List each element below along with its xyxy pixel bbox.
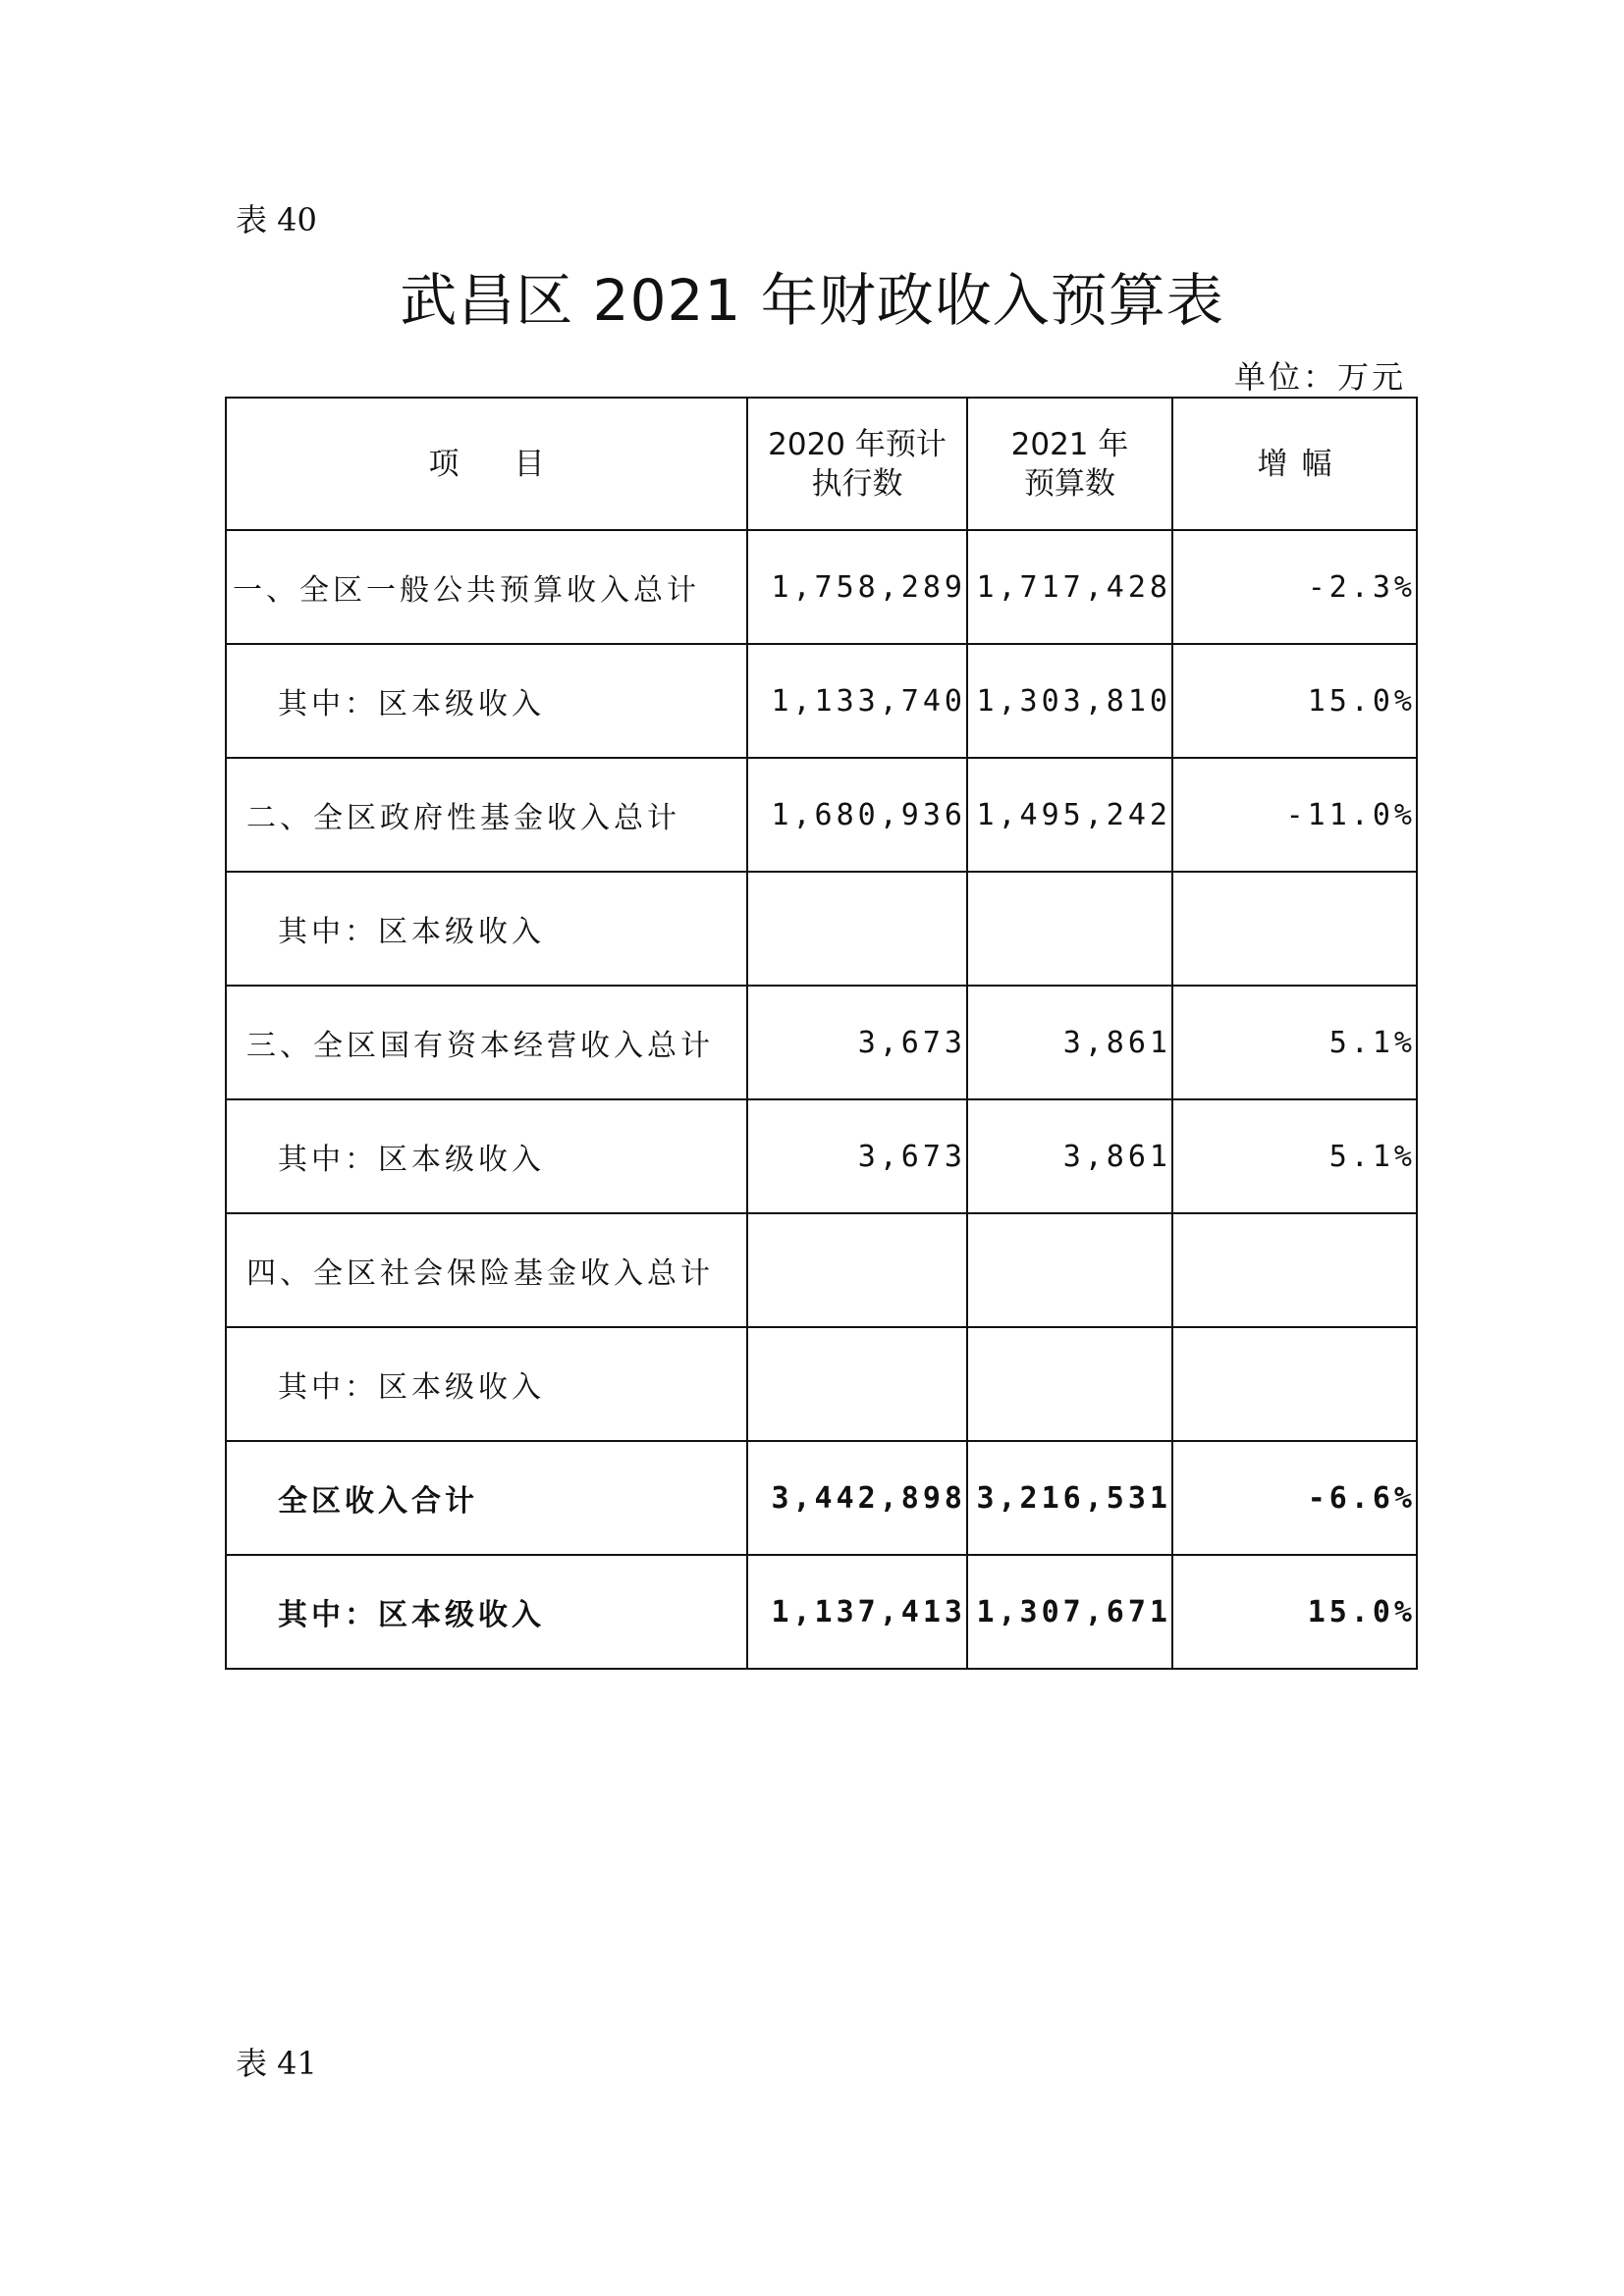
row-2021-value: 3,861 — [967, 1099, 1172, 1213]
row-2020-value: 1,680,936 — [747, 758, 967, 872]
row-growth — [1172, 1213, 1417, 1327]
row-name: 一、全区一般公共预算收入总计 — [226, 530, 747, 644]
row-2021-value: 3,216,531 — [967, 1441, 1172, 1555]
table-row — [226, 758, 1417, 872]
row-name: 全区收入合计 — [226, 1441, 747, 1555]
row-growth — [1172, 872, 1417, 986]
row-2021-value — [967, 872, 1172, 986]
row-growth: -6.6% — [1172, 1441, 1417, 1555]
row-growth: -2.3% — [1172, 530, 1417, 644]
row-growth: 5.1% — [1172, 986, 1417, 1099]
table-row — [226, 644, 1417, 758]
table-row — [226, 1099, 1417, 1213]
row-2020-value: 1,758,289 — [747, 530, 967, 644]
table-header-row — [226, 398, 1417, 530]
row-2020-value — [747, 872, 967, 986]
row-2021-value — [967, 1213, 1172, 1327]
table-row — [226, 1327, 1417, 1441]
row-growth: 15.0% — [1172, 644, 1417, 758]
row-name: 二、全区政府性基金收入总计 — [226, 758, 747, 872]
row-name: 四、全区社会保险基金收入总计 — [226, 1213, 747, 1327]
document-title: 武昌区 2021 年财政收入预算表 — [400, 267, 1224, 334]
row-growth: -11.0% — [1172, 758, 1417, 872]
header-2021-line1: 2021 年 — [1010, 426, 1129, 462]
row-2021-value: 1,303,810 — [967, 644, 1172, 758]
header-2020-line1: 2020 年预计 — [768, 426, 947, 462]
row-2021-value: 1,717,428 — [967, 530, 1172, 644]
header-item: 项目 — [226, 398, 747, 530]
row-2020-value — [747, 1213, 967, 1327]
header-2021-line2: 预算数 — [1024, 465, 1115, 502]
row-2020-value — [747, 1327, 967, 1441]
row-2021-value: 3,861 — [967, 986, 1172, 1099]
table-row-total — [226, 1441, 1417, 1555]
row-name: 其中：区本级收入 — [226, 1327, 747, 1441]
row-name: 其中：区本级收入 — [226, 644, 747, 758]
row-2020-value: 3,442,898 — [747, 1441, 967, 1555]
table-row-total-district — [226, 1555, 1417, 1669]
revenue-budget-table — [225, 397, 1418, 1670]
row-2020-value: 1,133,740 — [747, 644, 967, 758]
header-2021-budget — [967, 398, 1172, 530]
row-2020-value: 1,137,413 — [747, 1555, 967, 1669]
row-2021-value — [967, 1327, 1172, 1441]
row-name: 其中：区本级收入 — [226, 872, 747, 986]
table-row — [226, 986, 1417, 1099]
header-2020-line2: 执行数 — [811, 465, 903, 502]
row-name: 其中：区本级收入 — [226, 1555, 747, 1669]
row-2020-value: 3,673 — [747, 986, 967, 1099]
row-name: 其中：区本级收入 — [226, 1099, 747, 1213]
table-row — [226, 1213, 1417, 1327]
row-growth — [1172, 1327, 1417, 1441]
next-table-number-label: 表 41 — [236, 2045, 317, 2082]
row-growth: 5.1% — [1172, 1099, 1417, 1213]
header-growth: 增幅 — [1172, 398, 1417, 530]
row-2020-value: 3,673 — [747, 1099, 967, 1213]
table-row — [226, 872, 1417, 986]
unit-note: 单位：万元 — [1233, 358, 1406, 396]
table-row — [226, 530, 1417, 644]
row-2021-value: 1,307,671 — [967, 1555, 1172, 1669]
header-2020-estimate — [747, 398, 967, 530]
row-growth: 15.0% — [1172, 1555, 1417, 1669]
row-2021-value: 1,495,242 — [967, 758, 1172, 872]
table-number-label: 表 40 — [236, 201, 317, 239]
row-name: 三、全区国有资本经营收入总计 — [226, 986, 747, 1099]
